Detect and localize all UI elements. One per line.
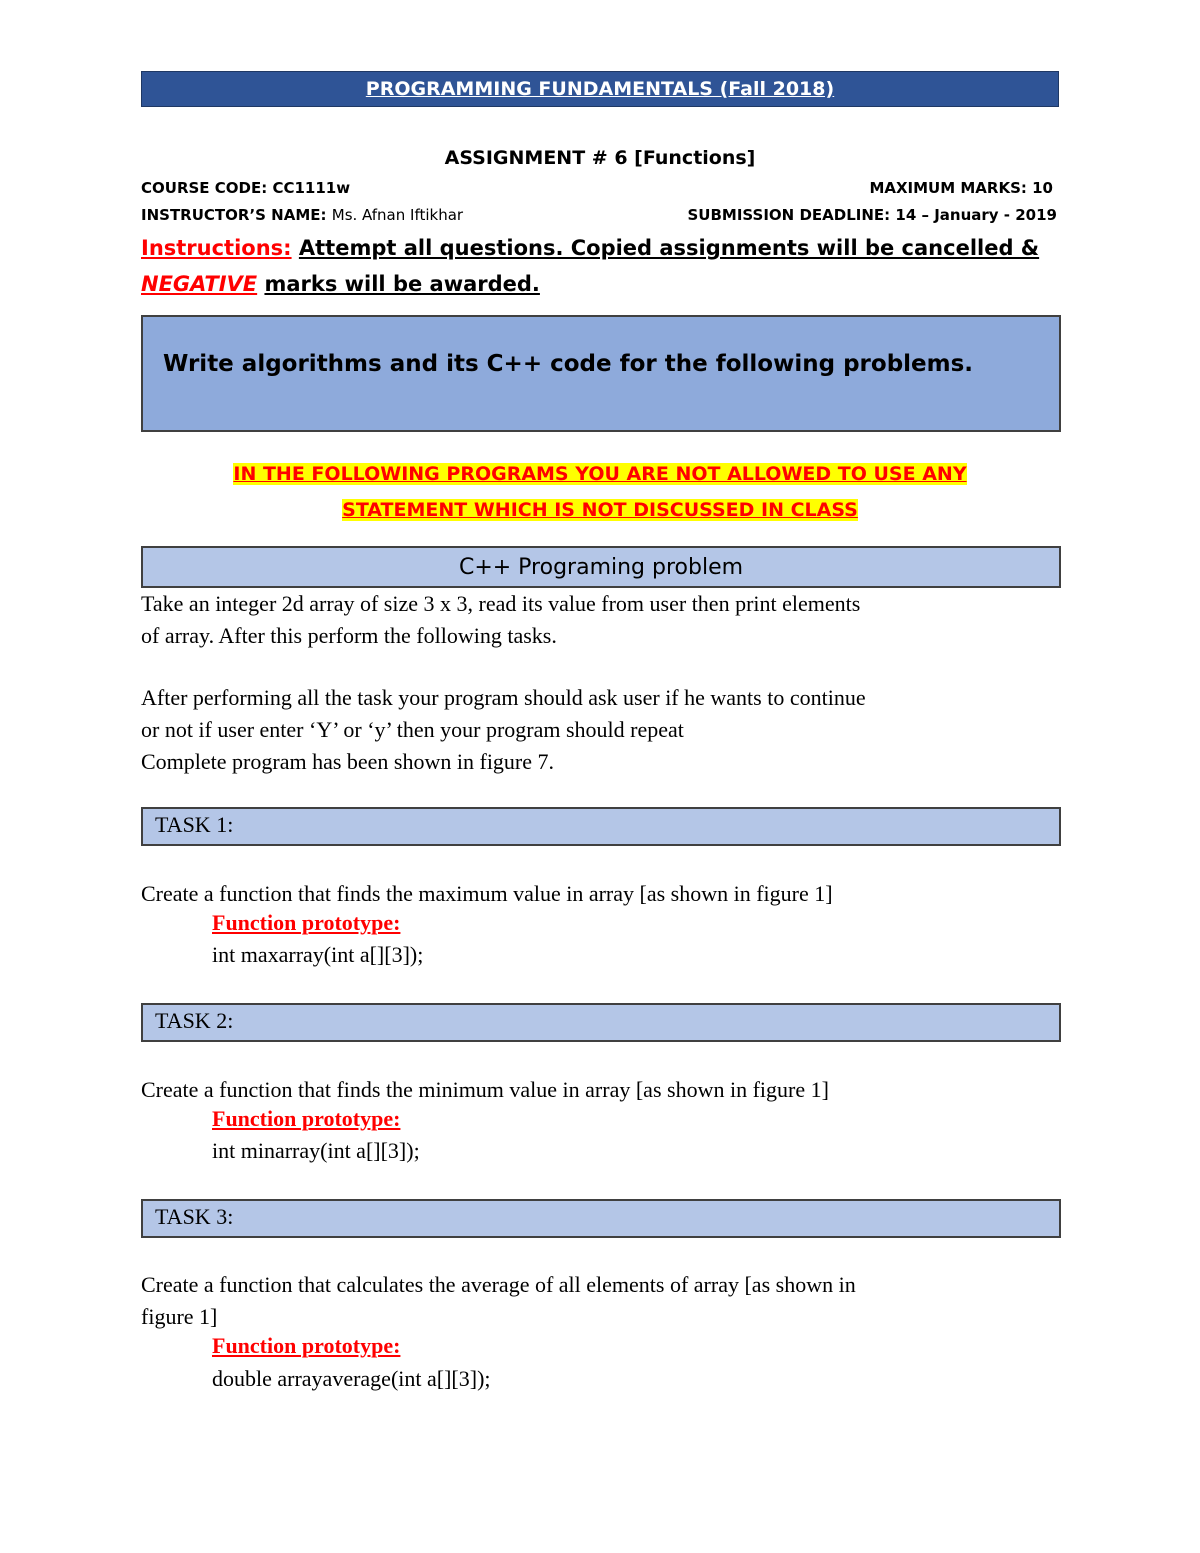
task-3-description-line: Create a function that calculates the average of all elements of array [as shown in xyxy=(141,1272,856,1297)
course-code-value: CC1111w xyxy=(272,179,351,197)
intro-line: or not if user enter ‘Y’ or ‘y’ then your program should repeat xyxy=(141,717,684,742)
task-3-description-line: figure 1] xyxy=(141,1304,218,1329)
intro-line: After performing all the task your program should ask user if he wants to continue xyxy=(141,685,866,710)
main-instruction-text: Write algorithms and its C++ code for the following problems. xyxy=(163,351,974,377)
intro-line: of array. After this perform the following tasks. xyxy=(141,623,557,648)
section-title: C++ Programing problem xyxy=(458,554,744,580)
task-3-title: TASK 3: xyxy=(155,1204,234,1229)
task-1-prototype: int maxarray(int a[][3]); xyxy=(212,942,424,967)
deadline-label: SUBMISSION DEADLINE: xyxy=(687,206,891,224)
instructor-value: Ms. Afnan Iftikhar xyxy=(331,206,464,224)
course-code xyxy=(141,179,350,197)
intro-line: Complete program has been shown in figure 7. xyxy=(141,749,555,774)
deadline-value: 14 – January - 2019 xyxy=(895,206,1057,224)
task-1-header xyxy=(141,807,1061,846)
warning-text-2: STATEMENT WHICH IS NOT DISCUSSED IN CLASS xyxy=(342,499,858,521)
warning-line-2 xyxy=(0,499,1200,521)
task-2-title: TASK 2: xyxy=(155,1008,234,1033)
instructions-text-2: marks will be awarded. xyxy=(264,272,540,296)
task-2-prototype: int minarray(int a[][3]); xyxy=(212,1138,420,1163)
instructions-text-1: Attempt all questions. Copied assignments will be cancelled & xyxy=(298,236,1040,260)
task-2-prototype-label: Function prototype: xyxy=(212,1106,401,1131)
task-3-prototype: double arrayaverage(int a[][3]); xyxy=(212,1366,491,1391)
task-2-description: Create a function that finds the minimum value in array [as shown in figure 1] xyxy=(141,1077,829,1102)
max-marks xyxy=(869,179,1053,197)
instructor-label: INSTRUCTOR’S NAME: xyxy=(141,206,327,224)
course-code-label: COURSE CODE: xyxy=(141,179,268,197)
warning-text-1: IN THE FOLLOWING PROGRAMS YOU ARE NOT ALLOWED TO USE ANY xyxy=(233,463,967,485)
task-1-title: TASK 1: xyxy=(155,812,234,837)
main-instruction-box xyxy=(141,315,1061,432)
task-3-description xyxy=(141,1269,1071,1333)
task-1-description: Create a function that finds the maximum value in array [as shown in figure 1] xyxy=(141,881,833,906)
submission-deadline xyxy=(687,206,1057,224)
intro-paragraph-2 xyxy=(141,682,1071,778)
task-2-header xyxy=(141,1003,1061,1042)
instructions-label: Instructions: xyxy=(141,236,292,260)
section-header xyxy=(141,546,1061,588)
course-title-bar xyxy=(141,71,1059,107)
max-marks-label: MAXIMUM MARKS: xyxy=(869,179,1027,197)
intro-paragraph-1 xyxy=(141,588,1071,652)
intro-line: Take an integer 2d array of size 3 x 3, read its value from user then print elements xyxy=(141,591,861,616)
course-title: PROGRAMMING FUNDAMENTALS (Fall 2018) xyxy=(365,78,835,100)
negative-word: NEGATIVE xyxy=(141,272,258,296)
instructions xyxy=(141,230,1061,302)
task-3-prototype-label: Function prototype: xyxy=(212,1333,401,1358)
warning-line-1 xyxy=(0,463,1200,485)
assignment-title: ASSIGNMENT # 6 [Functions] xyxy=(444,147,756,169)
task-1-prototype-label: Function prototype: xyxy=(212,910,401,935)
instructor-name xyxy=(141,206,463,224)
max-marks-value: 10 xyxy=(1032,179,1053,197)
task-3-header xyxy=(141,1199,1061,1238)
